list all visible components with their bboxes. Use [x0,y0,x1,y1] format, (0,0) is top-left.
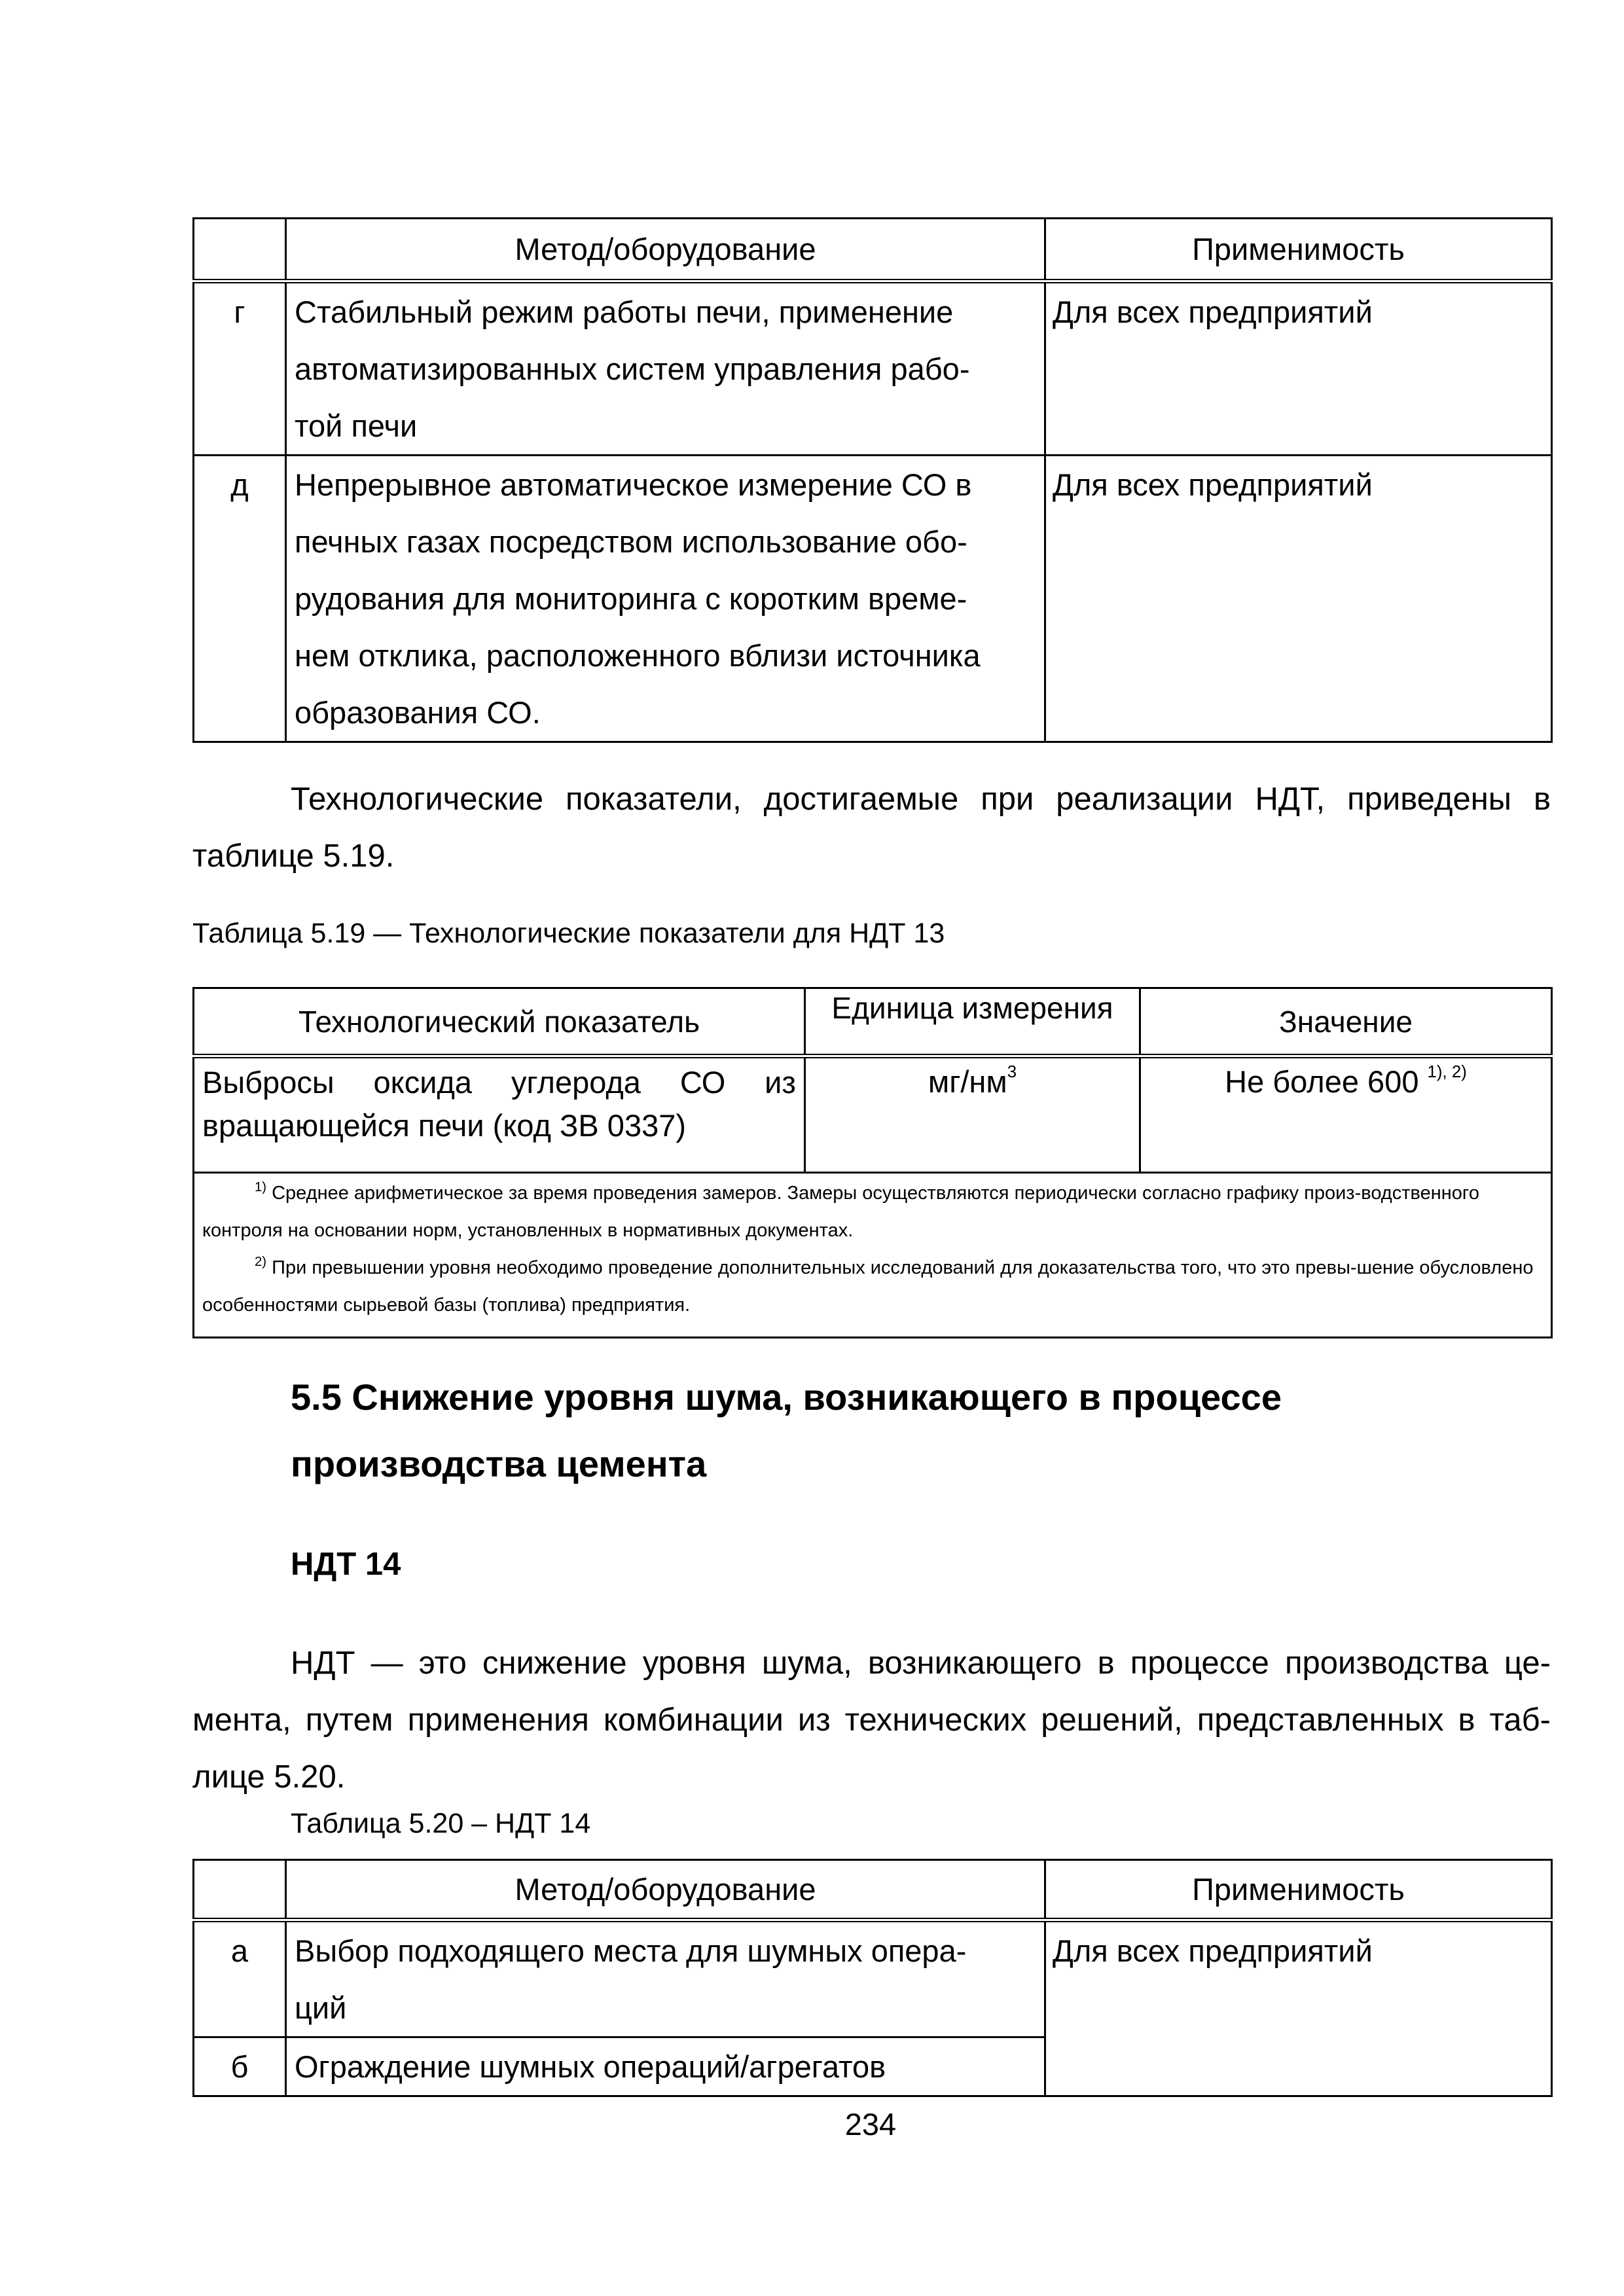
value-cell [1140,1056,1552,1173]
method-line: Стабильный режим работы печи, применение [295,295,954,329]
table-5-20-caption: Таблица 5.20 – НДТ 14 [291,1808,591,1839]
table-5-20 [192,1859,1553,2097]
row-method [286,2037,1045,2096]
header-unit: Единица измерения [805,988,1140,1056]
heading-line: производства цемента [291,1443,707,1484]
paragraph-line: лице 5.20. [192,1759,346,1795]
row-applicability: Для всех предприятий [1045,1920,1552,2096]
header-method: Метод/оборудование [286,219,1045,281]
row-method [286,1920,1045,2037]
heading-line: 5.5 Снижение уровня шума, возникающего в процессе [291,1376,1282,1418]
method-line: печных газах посредством использование обо- [295,524,967,559]
method-line: Выбор подходящего места для шумных опера- [295,1933,967,1968]
table-row [194,456,1552,742]
table-header-row [194,988,1552,1056]
table-header-row [194,1860,1552,1920]
value-text: Не более 600 [1225,1064,1419,1099]
table-methods-continued [192,217,1553,743]
header-empty-cell [194,219,286,281]
row-method [286,281,1045,456]
table-row [194,1920,1552,2037]
method-line: рудования для мониторинга с коротким време- [295,581,967,616]
footnote-mark: 1) [255,1179,267,1194]
method-line: Непрерывное автоматическое измерение СО в [295,467,972,502]
table-5-19 [192,987,1553,1338]
footnote-text: Среднее арифметическое за время проведения замеров. Замеры осуществляются периодически согласно графику произ-водственного контроля на основании норм, установленных в нормативных документах. [202,1183,1479,1241]
table-notes [194,1173,1552,1338]
row-letter: б [194,2037,286,2096]
table-5-19-caption: Таблица 5.19 — Технологические показатели для НДТ 13 [192,918,945,949]
footnote-mark: 2) [255,1254,267,1269]
table-notes-row [194,1173,1552,1338]
unit-text: мг/нм [928,1064,1007,1099]
header-applicability: Применимость [1045,219,1552,281]
header-applicability: Применимость [1045,1860,1552,1920]
method-line: нем отклика, расположенного вблизи источника [295,638,981,673]
unit-cell [805,1056,1140,1173]
row-letter: г [194,281,286,456]
header-value: Значение [1140,988,1552,1056]
indicator-cell [194,1056,805,1173]
header-indicator: Технологический показатель [194,988,805,1056]
method-line: ций [295,1990,347,2025]
footnote [202,1249,1543,1324]
unit-superscript: 3 [1007,1062,1017,1081]
table-header-row [194,219,1552,281]
paragraph-indicators [192,771,1551,885]
value-footnote-marks: 1), 2) [1427,1062,1467,1081]
row-applicability: Для всех предприятий [1045,281,1552,456]
page-number: 234 [844,2107,897,2142]
paragraph-line: мента, путем применения комбинации из технических решений, представленных в таб- [192,1702,1551,1738]
method-line: Ограждение шумных операций/агрегатов [295,2049,886,2084]
method-line: автоматизированных систем управления рабо- [295,351,970,386]
table-row [194,281,1552,456]
footnote-text: При превышении уровня необходимо проведение дополнительных исследований для доказательства того, что это превы-шение обусловлено особенностями сырьевой базы (топлива) предприятия. [202,1257,1534,1316]
section-heading [291,1364,1282,1498]
row-letter: д [194,456,286,742]
paragraph-line: Технологические показатели, достигаемые при реализации НДТ, приведены в [291,781,1551,817]
indicator-line: Выбросы оксида углерода СО из [202,1065,796,1100]
header-empty-cell [194,1860,286,1920]
paragraph-ndt14 [192,1635,1551,1806]
row-method [286,456,1045,742]
paragraph-line: НДТ — это снижение уровня шума, возникающего в процессе производства це- [291,1645,1551,1681]
indicator-line: вращающейся печи (код ЗВ 0337) [202,1108,687,1143]
row-applicability: Для всех предприятий [1045,456,1552,742]
method-line: образования СО. [295,695,541,730]
table-row [194,1056,1552,1173]
header-method: Метод/оборудование [286,1860,1045,1920]
row-letter: а [194,1920,286,2037]
method-line: той печи [295,408,418,443]
footnote [202,1175,1543,1249]
subheading: НДТ 14 [291,1547,401,1582]
paragraph-line: таблице 5.19. [192,838,395,874]
